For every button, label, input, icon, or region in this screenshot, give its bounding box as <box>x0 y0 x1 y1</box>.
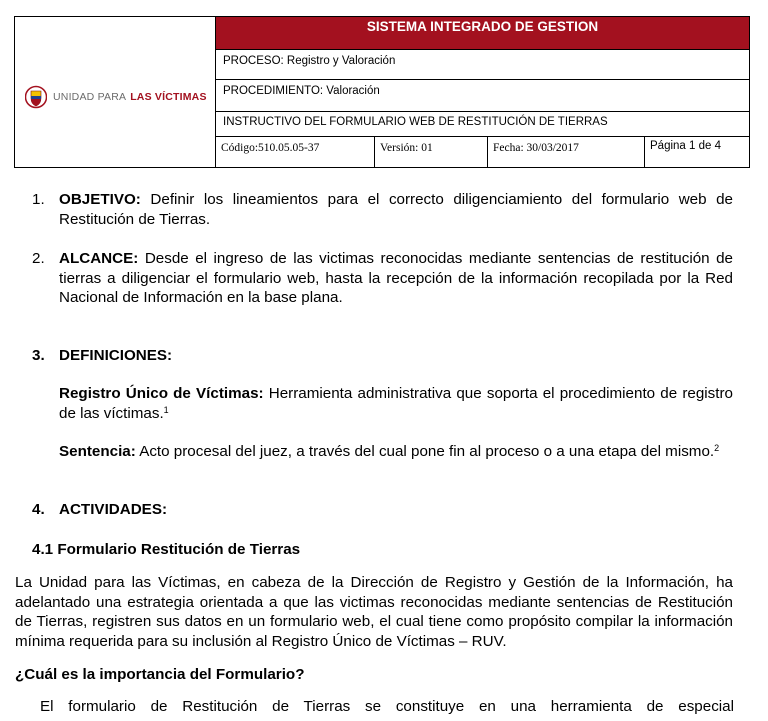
version-field: Versión: 01 <box>374 136 488 168</box>
section-actividades-label: ACTIVIDADES: <box>59 501 168 518</box>
section-2-number: 2. <box>32 250 45 267</box>
fecha-field: Fecha: 30/03/2017 <box>487 136 645 168</box>
question-heading: ¿Cuál es la importancia del Formulario? <box>15 666 305 683</box>
section-1-number: 1. <box>32 191 45 208</box>
paragraph-importancia: El formulario de Restitución de Tierras se constituye en una herramienta de especial <box>40 698 734 715</box>
metadata-row <box>215 136 750 168</box>
section-alcance-label: ALCANCE: <box>59 250 139 267</box>
footnote-marker[interactable]: 1 <box>163 404 169 415</box>
logo-text-bold: LAS VÍCTIMAS <box>130 91 207 103</box>
section-4-number: 4. <box>32 501 45 518</box>
unidad-victimas-logo <box>25 85 207 109</box>
definition-sentencia <box>59 442 733 462</box>
section-alcance <box>59 249 733 308</box>
instructivo-field: INSTRUCTIVO DEL FORMULARIO WEB DE RESTITUCIÓN DE TIERRAS <box>215 111 750 137</box>
section-3-number: 3. <box>32 347 45 364</box>
definition-text: Acto procesal del juez, a través del cual pone fin al proceso o a una etapa del mismo. <box>135 443 715 460</box>
section-objetivo-text: Definir los lineamientos para el correcto diligenciamiento del formulario web de Restitución de Tierras. <box>59 191 733 228</box>
definition-text: Herramienta administrativa que soporta el procedimiento de registro de las víctimas. <box>59 385 733 422</box>
section-definiciones-label: DEFINICIONES: <box>59 347 173 364</box>
definition-term: Registro Único de Víctimas: <box>59 385 264 402</box>
definition-term: Sentencia: <box>59 443 136 460</box>
pagina-field: Página 1 de 4 <box>644 136 750 168</box>
section-objetivo-label: OBJETIVO: <box>59 191 141 208</box>
system-title: SISTEMA INTEGRADO DE GESTION <box>215 16 750 50</box>
document-header-table <box>14 16 750 168</box>
section-objetivo <box>59 190 733 229</box>
logo-cell <box>14 16 215 168</box>
subsection-4-1-title: 4.1 Formulario Restitución de Tierras <box>32 541 301 558</box>
codigo-field: Código:510.05.05-37 <box>215 136 375 168</box>
coat-of-arms-icon <box>25 85 47 109</box>
logo-text-regular: UNIDAD PARA <box>53 91 127 103</box>
section-alcance-text: Desde el ingreso de las victimas reconocidas mediante sentencias de restitución de tierras a diligenciar el formulario web, hasta la recepción de la información recopilada por la Red Nacional de Información en la base plana. <box>59 250 733 306</box>
paragraph-estrategia: La Unidad para las Víctimas, en cabeza de la Dirección de Registro y Gestión de la Información, ha adelantado una estrategia orientada a que las victimas reconocidas mediante sentencias de Restitución de Tierras, registren sus datos en un formulario web, el cual tiene como propósito compilar la información mínima requerida para su inclusión al Registro Único de Víctimas – RUV. <box>15 574 733 650</box>
footnote-marker[interactable]: 2 <box>714 443 720 453</box>
proceso-field: PROCESO: Registro y Valoración <box>215 49 750 80</box>
procedimiento-field: PROCEDIMIENTO: Valoración <box>215 79 750 112</box>
definition-registro-unico <box>59 384 733 423</box>
